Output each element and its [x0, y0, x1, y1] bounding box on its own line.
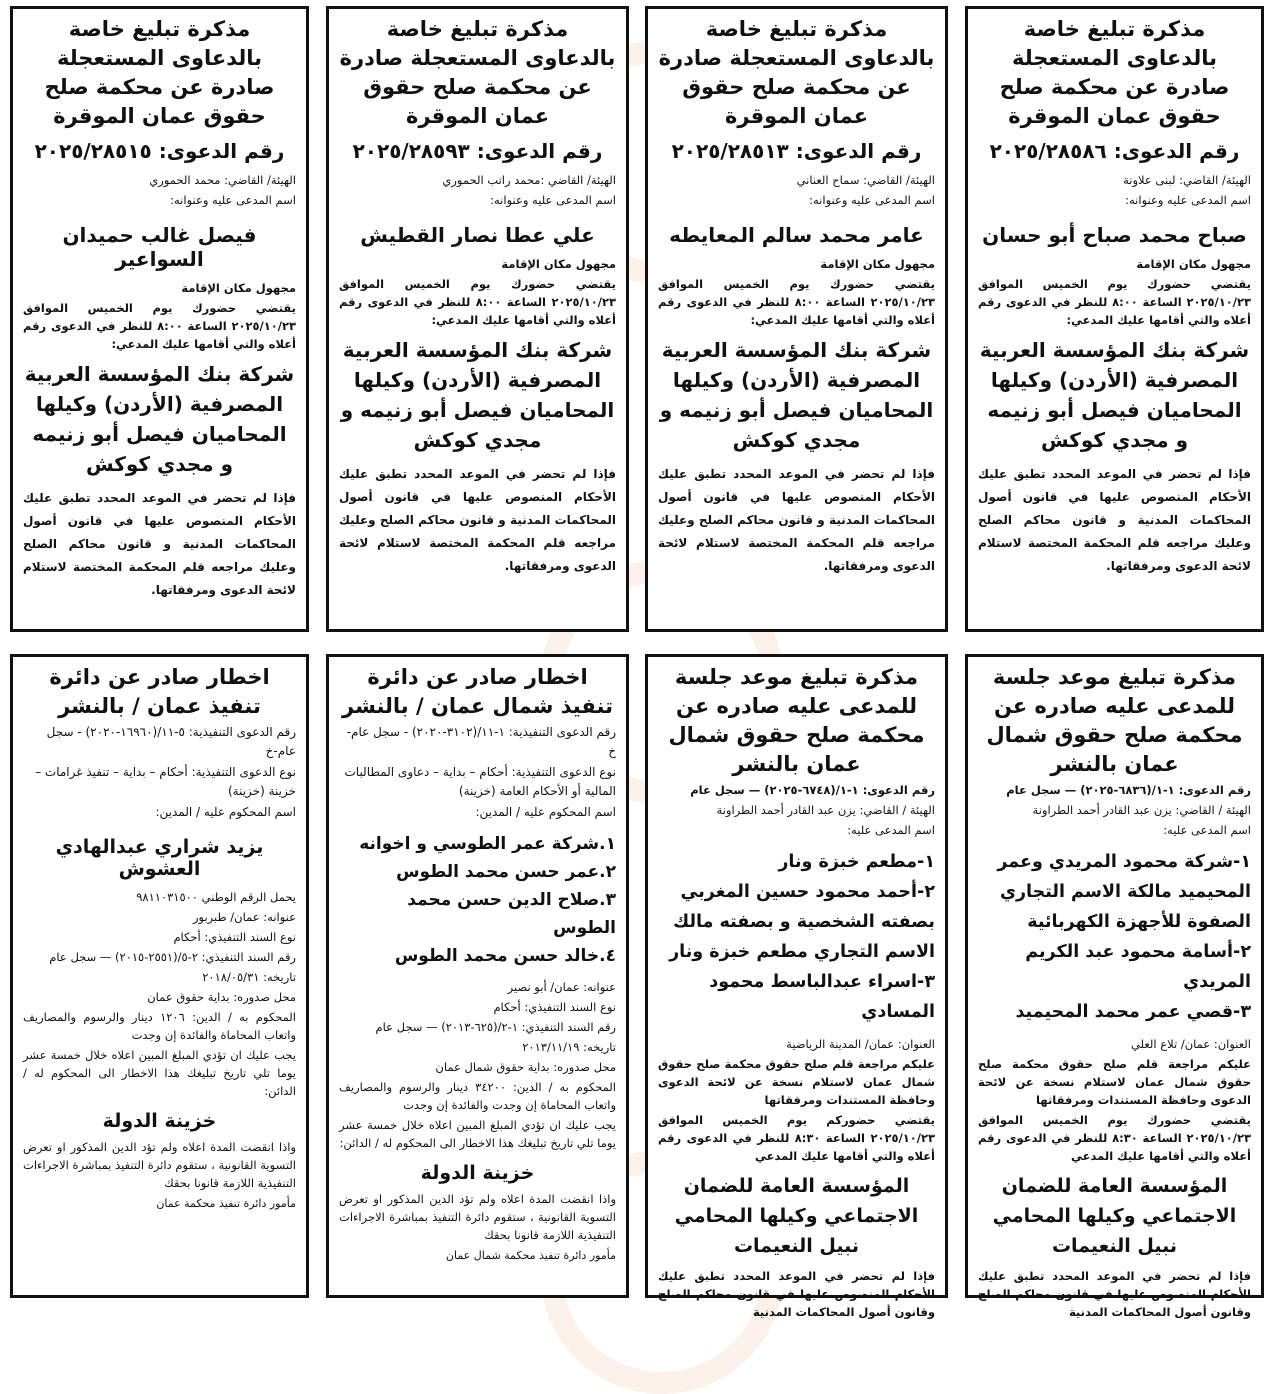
closing-text: فإذا لم تحضر في الموعد المحدد تطبق عليك الأحكام المنصوص عليها في قانون أصول المحاكمات المدنية و قانون محاكم الصلح وعليك مراجعه قلم المحكمة المختصة لاستلام لائحة الدعوى ومرفقاتها. — [978, 467, 1251, 573]
creditor: خزينة الدولة — [420, 1162, 535, 1184]
defendant-label: اسم المدعى عليه وعنوانه: — [809, 193, 935, 207]
doc-number: رقم السند التنفيذي: ١-٢/(٦٢٥-٢٠١٣) — سجل عام — [375, 1020, 616, 1034]
demand: يجب عليك ان تؤدي المبلغ المبين اعلاه خلال خمسة عشر يوما تلي تاريخ تبليغك هذا الاخطار الى المحكوم له / الدائن: — [23, 1048, 296, 1098]
case-number: رقم الدعوى التنفيذية: ١-١١/(٣١٠٢-٢٠٢٠) - سجل عام-خ — [346, 725, 616, 758]
appearance-text: يقتضي حضورك يوم الخميس الموافق ٢٠٢٥/١٠/٢٣ الساعة ٨:٠٠ للنظر في الدعوى رقم أعلاه والتي أقامها عليك المدعي: — [658, 277, 935, 327]
residence: مجهول مكان الإقامة — [501, 257, 616, 271]
debtor-item: ٣.صلاح الدين حسن محمد الطوس — [407, 890, 616, 938]
notice-title: اخطار صادر عن دائرة تنفيذ شمال عمان / بالنشر — [342, 665, 613, 718]
panel: الهيئة/ القاضي: محمد الحموري — [149, 173, 296, 187]
plaintiff: شركة بنك المؤسسة العربية المصرفية (الأردن) وكيلها المحاميان فيصل أبو زنيمه و مجدي كوكش — [659, 338, 934, 452]
address: العنوان: عمان/ تلاع العلي — [1130, 1037, 1251, 1051]
case-number: رقم الدعوى: ١-١/(٦٨٣٦-٢٠٢٥) — سجل عام — [1006, 783, 1251, 797]
debtor-name: يزيد شراري عبدالهادي العشوش — [55, 836, 264, 880]
instructions: عليكم مراجعة قلم صلح حقوق محكمة صلح حقوق شمال عمان لاستلام نسخة عن لائحة الدعوى وحافظة المستندات ومرفقاتها — [978, 1057, 1251, 1107]
appearance-text: يقتضي حضورك يوم الخميس الموافق ٢٠٢٥/١٠/٢٣ الساعة ٨:٠٠ للنظر في الدعوى رقم أعلاه والتي أقامها عليك المدعي: — [978, 277, 1251, 327]
notice-title: مذكرة تبليغ خاصة بالدعاوى المستعجلة صادرة عن محكمة صلح حقوق عمان الموقرة — [658, 17, 935, 128]
doc-type: نوع السند التنفيذي: أحكام — [493, 1000, 616, 1014]
defendant-name: فيصل غالب حميدان السواعير — [62, 223, 257, 271]
plaintiff: شركة بنك المؤسسة العربية المصرفية (الأردن) وكيلها المحاميان فيصل أبو زنيمه و مجدي كوكش — [340, 338, 615, 452]
closing-text: فإذا لم تحضر في الموعد المحدد تطبق عليك الأحكام المنصوص عليها في قانون أصول المحاكمات المدنية و قانون محاكم الصلح وعليك مراجعه قلم المحكمة المختصة لاستلام لائحة الدعوى ومرفقاتها. — [658, 467, 935, 573]
case-number: رقم الدعوى: ٢٠٢٥/٢٨٥١٥ — [34, 139, 285, 163]
appearance-text: يقتضي حضورك يوم الخميس الموافق ٢٠٢٥/١٠/٢٣ الساعة ٨:٠٠ للنظر في الدعوى رقم أعلاه والتي أقامها عليك المدعي: — [23, 301, 296, 351]
execution-notice-amman — [10, 654, 309, 1298]
defendants-list — [658, 847, 935, 1027]
defendant-name: عامر محمد سالم المعايطه — [669, 223, 924, 247]
execution-notice-north-amman — [326, 654, 629, 1298]
creditor: خزينة الدولة — [102, 1110, 217, 1132]
case-number: رقم الدعوى التنفيذية: ٥-١١/(١٦٩٦٠-٢٠٢٠) - سجل عام-خ — [46, 725, 296, 758]
panel: الهيئة/ القاضي: لبنى علاونة — [1123, 173, 1251, 187]
address: العنوان: عمان/ المدينة الرياضية — [786, 1037, 935, 1051]
plaintiff: شركة بنك المؤسسة العربية المصرفية (الأردن) وكيلها المحاميان فيصل أبو زنيمه و مجدي كوكش — [979, 338, 1250, 452]
defendants-list — [978, 847, 1251, 1027]
issued-by: محل صدوره: بداية حقوق شمال عمان — [435, 1060, 616, 1074]
notice-28513 — [645, 6, 948, 632]
residence: مجهول مكان الإقامة — [1136, 257, 1251, 271]
national-id: يحمل الرقم الوطني ٩٨١١٠٣١٥٠٠ — [136, 890, 296, 904]
appearance-text: يقتضي حضورك يوم الخميس الموافق ٢٠٢٥/١٠/٢٣ الساعة ٨:٣٠ للنظر في الدعوى رقم أعلاه والتي أقامها عليك المدعي — [978, 1113, 1251, 1163]
execution-type: نوع الدعوى التنفيذية: أحكام – بداية – دعاوى المطالبات المالية أو الأحكام العامة (خزينة) — [344, 765, 616, 798]
issued-by: محل صدوره: بداية حقوق عمان — [147, 990, 296, 1004]
plaintiff: شركة بنك المؤسسة العربية المصرفية (الأردن) وكيلها المحاميان فيصل أبو زنيمه و مجدي كوكش — [24, 362, 295, 476]
case-number: رقم الدعوى: ٢٠٢٥/٢٨٥١٣ — [671, 139, 922, 163]
defendants-label: اسم المدعى عليه: — [1163, 823, 1251, 837]
doc-date: تاريخه: ٢٠١٨/٠٥/٣١ — [202, 970, 296, 984]
defendant-item: ١-شركة محمود المريدي وعمر المحيميد مالكة الاسم التجاري الصفوة للأجهزة الكهربائية — [997, 852, 1251, 932]
defendant-item: ١-مطعم خبزة ونار — [778, 852, 935, 872]
debtor-item: ٤.خالد حسن محمد الطوس — [394, 946, 616, 966]
defendant-name: علي عطا نصار القطيش — [360, 223, 595, 247]
judgment: المحكوم به / الدين: ٣٤٢٠٠ دينار والرسوم والمصاريف واتعاب المحاماة إن وجدت والفائدة إن وجدت — [339, 1080, 616, 1112]
warning: واذا انقضت المدة اعلاه ولم تؤد الدين المذكور او تعرض التسوية القانونية ، ستقوم دائرة التنفيذ بمباشرة الاجراءات التنفيذية اللازمة قانونا بحقك — [23, 1140, 296, 1190]
panel: الهيئة/ القاضي :محمد راتب الحموري — [442, 173, 616, 187]
signature: مأمور دائرة تنفيذ محكمة شمال عمان — [445, 1249, 616, 1262]
notice-title: مذكرة تبليغ خاصة بالدعاوى المستعجلة صادرة عن محكمة صلح حقوق عمان الموقرة — [44, 17, 275, 128]
doc-number: رقم السند التنفيذي: ٢-٥/(٢٥٥١-٢٠١٥) — سجل عام — [49, 950, 296, 964]
execution-type: نوع الدعوى التنفيذية: أحكام – بداية – تنفيذ غرامات – خزينة (خزينة) — [35, 765, 296, 798]
notice-title: مذكرة تبليغ موعد جلسة للمدعى عليه صادره عن محكمة صلح حقوق شمال عمان بالنشر — [986, 665, 1243, 776]
defendant-label: اسم المدعى عليه وعنوانه: — [170, 193, 296, 207]
judgment: المحكوم به / الدين: ١٢٠٦ دينار والرسوم والمصاريف واتعاب المحاماة والفائدة إن وجدت — [23, 1010, 296, 1042]
notice-28593 — [326, 6, 629, 632]
closing-text: فإذا لم تحضر في الموعد المحدد تطبق عليك الأحكام المنصوص عليها في قانون أصول المحاكمات المدنية و قانون محاكم الصلح وعليك مراجعه قلم المحكمة المختصة لاستلام لائحة الدعوى ومرفقاتها. — [23, 491, 296, 597]
case-number: رقم الدعوى: ٢٠٢٥/٢٨٥٨٦ — [989, 139, 1240, 163]
notice-title: مذكرة تبليغ خاصة بالدعاوى المستعجلة صادرة عن محكمة صلح حقوق عمان الموقرة — [999, 17, 1230, 128]
defendant-item: ٢-أسامة محمود عبد الكريم المريدي — [1025, 942, 1251, 992]
doc-date: تاريخه: ٢٠١٣/١١/١٩ — [522, 1040, 616, 1054]
session-notice-6836 — [965, 654, 1264, 1319]
defendant-label: اسم المدعى عليه وعنوانه: — [490, 193, 616, 207]
defendant-item: ٣-قصي عمر محمد المحيميد — [1015, 1002, 1251, 1022]
debtors-list — [339, 830, 616, 970]
address: عنوانه: عمان/ أبو نصير — [507, 980, 616, 994]
closing-text: فإذا لم تحضر في الموعد المحدد تطبق عليك الأحكام المنصوص عليها في قانون أصول المحاكمات المدنية و قانون محاكم الصلح وعليك مراجعه قلم المحكمة المختصة لاستلام لائحة الدعوى ومرفقاتها. — [339, 467, 616, 573]
plaintiff: المؤسسة العامة للضمان الاجتماعي وكيلها المحامي نبيل النعيمات — [674, 1175, 919, 1257]
notice-title: اخطار صادر عن دائرة تنفيذ عمان / بالنشر — [49, 665, 270, 718]
instructions: عليكم مراجعة قلم صلح حقوق محكمة صلح حقوق شمال عمان لاستلام نسخة عن لائحة الدعوى وحافظة المستندات ومرفقاتها — [658, 1057, 935, 1107]
defendant-name: صباح محمد صباح أبو حسان — [982, 223, 1247, 247]
notice-28586 — [965, 6, 1264, 632]
residence: مجهول مكان الإقامة — [820, 257, 935, 271]
panel: الهيئة / القاضي: يزن عبد القادر أحمد الطراونة — [1032, 803, 1251, 817]
notice-title: مذكرة تبليغ موعد جلسة للمدعى عليه صادره عن محكمة صلح حقوق شمال عمان بالنشر — [668, 665, 925, 776]
warning: واذا انقضت المدة اعلاه ولم تؤد الدين المذكور او تعرض التسوية القانونية ، ستقوم دائرة التنفيذ بمباشرة الاجراءات التنفيذية اللازمة قانونا بحقك — [339, 1192, 616, 1242]
session-notice-6748 — [645, 654, 948, 1319]
notice-28515 — [10, 6, 309, 632]
defendant-item: ٢-أحمد محمود حسين المغربي بصفته الشخصية و بصفته مالك الاسم التجاري مطعم خبزة ونار — [669, 882, 935, 962]
debtor-label: اسم المحكوم عليه / المدين: — [155, 805, 296, 819]
case-number: رقم الدعوى: ٢٠٢٥/٢٨٥٩٣ — [352, 139, 603, 163]
address: عنوانه: عمان/ طبربور — [192, 910, 296, 924]
case-number: رقم الدعوى: ١-١/(٦٧٤٨-٢٠٢٥) — سجل عام — [690, 783, 935, 797]
appearance-text: يقتضي حضورك يوم الخميس الموافق ٢٠٢٥/١٠/٢٣ الساعة ٨:٠٠ للنظر في الدعوى رقم أعلاه والتي أقامها عليك المدعي: — [339, 277, 616, 327]
debtor-item: ٢.عمر حسن محمد الطوس — [396, 862, 616, 882]
plaintiff: المؤسسة العامة للضمان الاجتماعي وكيلها المحامي نبيل النعيمات — [992, 1175, 1237, 1257]
doc-type: نوع السند التنفيذي: أحكام — [173, 930, 296, 944]
defendants-label: اسم المدعى عليه: — [847, 823, 935, 837]
debtor-label: اسم المحكوم عليه / المدين: — [475, 805, 616, 819]
debtor-item: ١.شركة عمر الطوسي و اخوانه — [359, 834, 616, 854]
notice-title: مذكرة تبليغ خاصة بالدعاوى المستعجلة صادرة عن محكمة صلح حقوق عمان الموقرة — [339, 17, 616, 128]
signature: مأمور دائرة تنفيذ محكمة عمان — [156, 1197, 296, 1210]
closing-text: فإذا لم تحضر في الموعد المحدد تطبق عليك الأحكام المنصوص عليها في قانون محاكم الصلح وقانون أصول المحاكمات المدنية — [658, 1269, 935, 1319]
defendant-label: اسم المدعى عليه وعنوانه: — [1125, 193, 1251, 207]
residence: مجهول مكان الإقامة — [181, 281, 296, 295]
panel: الهيئة / القاضي: يزن عبد القادر أحمد الطراونة — [716, 803, 935, 817]
panel: الهيئة/ القاضي: سماح العناني — [796, 173, 935, 187]
demand: يجب عليك ان تؤدي المبلغ المبين اعلاه خلال خمسة عشر يوما تلي تاريخ تبليغك هذا الاخطار الى المحكوم له / الدائن: — [339, 1118, 616, 1150]
defendant-item: ٣-اسراء عبدالباسط محمود المسادي — [709, 972, 935, 1022]
appearance-text: يقتضي حضوركم يوم الخميس الموافق ٢٠٢٥/١٠/٢٣ الساعة ٨:٣٠ للنظر في الدعوى رقم أعلاه والتي أقامها عليك المدعي — [658, 1113, 935, 1163]
closing-text: فإذا لم تحضر في الموعد المحدد تطبق عليك الأحكام المنصوص عليها في قانون محاكم الصلح وقانون أصول المحاكمات المدنية — [978, 1269, 1251, 1319]
